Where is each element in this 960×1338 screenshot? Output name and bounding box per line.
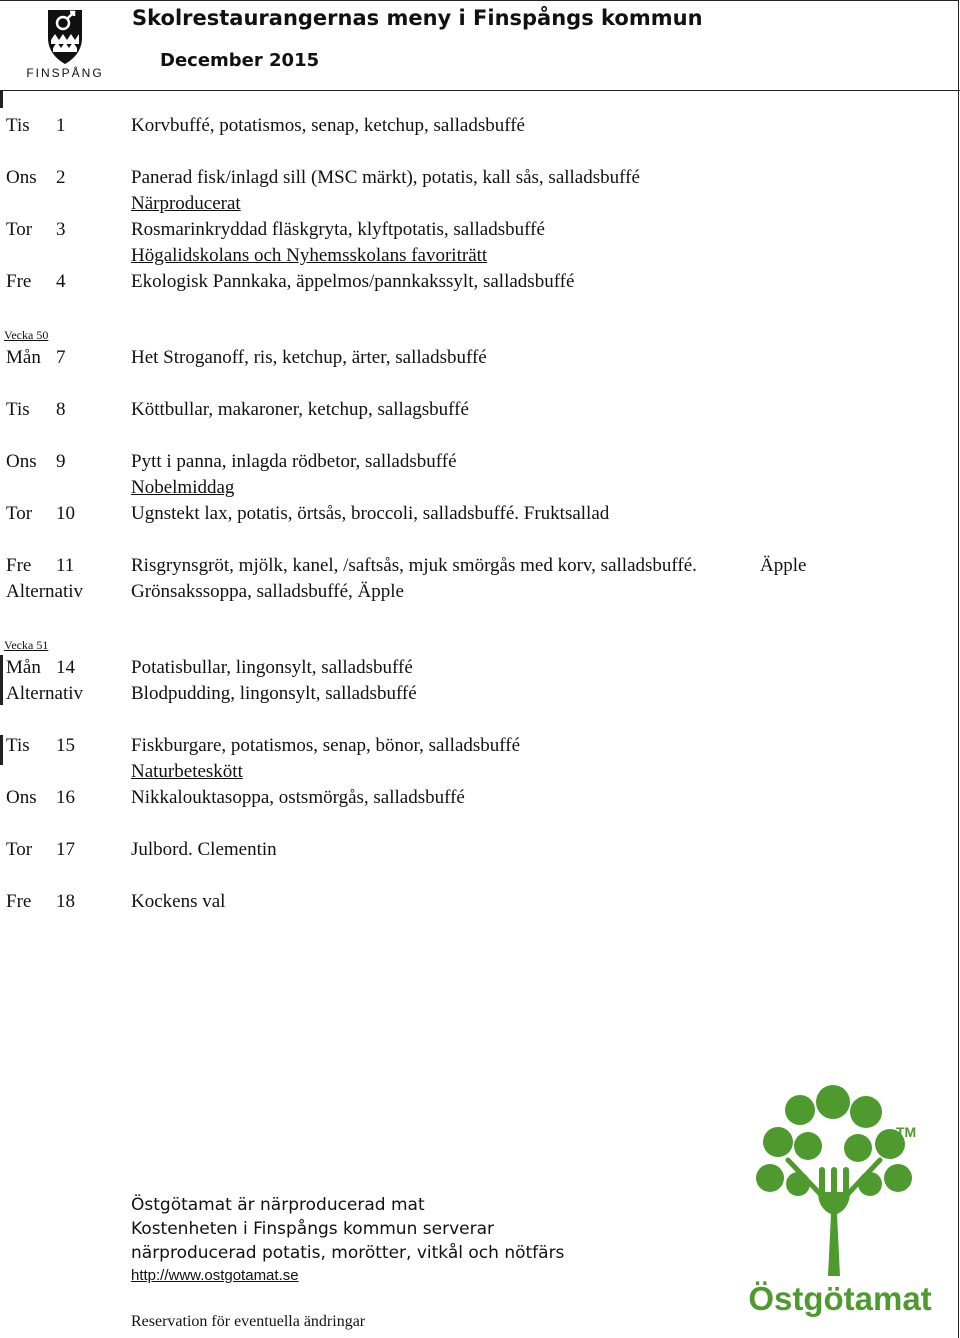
day-name: Tis [6, 735, 30, 756]
page-title: Skolrestaurangernas meny i Finspångs kommun [132, 6, 703, 30]
day-number: 9 [56, 451, 66, 472]
tree-fork-icon [740, 1080, 940, 1280]
meal-text: Julbord. Clementin [131, 839, 277, 860]
footer-line: närproducerad potatis, morötter, vitkål och nötfärs [131, 1243, 565, 1263]
coat-of-arms-icon [18, 8, 112, 66]
day-number: 18 [56, 891, 75, 912]
meal-text: Blodpudding, lingonsylt, salladsbuffé [131, 683, 417, 704]
page-subtitle: December 2015 [160, 50, 320, 71]
left-border [0, 90, 3, 108]
header-divider [0, 90, 960, 91]
day-number: 7 [56, 347, 66, 368]
day-name: Mån [6, 347, 41, 368]
week-label: Vecka 50 [4, 328, 49, 342]
finspang-logo [18, 8, 112, 82]
meal-text: Panerad fisk/inlagd sill (MSC märkt), potatis, kall sås, salladsbuffé [131, 167, 640, 188]
day-number: 16 [56, 787, 75, 808]
meal-note: Naturbeteskött [131, 761, 243, 782]
day-name: Ons [6, 167, 37, 188]
meal-text: Het Stroganoff, ris, ketchup, ärter, salladsbuffé [131, 347, 487, 368]
meal-extra: Äpple [760, 555, 807, 576]
day-name: Ons [6, 787, 37, 808]
day-name: Fre [6, 555, 32, 576]
meal-text: Grönsakssoppa, salladsbuffé, Äpple [131, 581, 404, 602]
meal-text: Rosmarinkryddad fläskgryta, klyftpotatis, salladsbuffé [131, 219, 545, 240]
day-number: 3 [56, 219, 66, 240]
day-name: Ons [6, 451, 37, 472]
day-name: Alternativ [6, 581, 84, 602]
meal-text: Ekologisk Pannkaka, äppelmos/pannkakssylt, salladsbuffé [131, 271, 575, 292]
day-number: 14 [56, 657, 75, 678]
day-name: Alternativ [6, 683, 84, 704]
meal-text: Potatisbullar, lingonsylt, salladsbuffé [131, 657, 413, 678]
day-name: Tor [6, 839, 33, 860]
day-name: Tis [6, 399, 30, 420]
left-border [0, 655, 3, 705]
day-name: Tor [6, 503, 33, 524]
meal-note: Högalidskolans och Nyhemsskolans favoriträtt [131, 245, 488, 266]
day-number: 1 [56, 115, 66, 136]
right-border [958, 0, 959, 1338]
day-number: 2 [56, 167, 66, 188]
left-border [0, 735, 3, 765]
meal-text: Nikkalouktasoppa, ostsmörgås, salladsbuffé [131, 787, 465, 808]
reservation-note: Reservation för eventuella ändringar [131, 1313, 366, 1330]
week-label: Vecka 51 [4, 638, 49, 652]
day-name: Tis [6, 115, 30, 136]
meal-text: Kockens val [131, 891, 226, 912]
meal-text: Ugnstekt lax, potatis, örtsås, broccoli, salladsbuffé. Fruktsallad [131, 503, 610, 524]
day-number: 8 [56, 399, 66, 420]
meal-text: Köttbullar, makaroner, ketchup, sallagsbuffé [131, 399, 469, 420]
day-name: Mån [6, 657, 41, 678]
meal-text: Fiskburgare, potatismos, senap, bönor, salladsbuffé [131, 735, 521, 756]
meal-note: Nobelmiddag [131, 477, 235, 498]
day-number: 17 [56, 839, 75, 860]
day-name: Fre [6, 891, 32, 912]
day-number: 11 [56, 555, 75, 576]
ostgotamat-logo [740, 1080, 940, 1320]
trademark-mark: TM [896, 1124, 917, 1140]
meal-text: Pytt i panna, inlagda rödbetor, salladsbuffé [131, 451, 457, 472]
day-name: Tor [6, 219, 33, 240]
day-name: Fre [6, 271, 32, 292]
meal-text: Risgrynsgröt, mjölk, kanel, /saftsås, mjuk smörgås med korv, salladsbuffé. [131, 555, 697, 576]
day-number: 4 [56, 271, 66, 292]
logo-text: FINSPÅNG [26, 66, 104, 80]
footer-line: Kostenheten i Finspångs kommun serverar [131, 1219, 494, 1239]
ostgotamat-link[interactable]: http://www.ostgotamat.se [131, 1267, 299, 1284]
day-number: 10 [56, 503, 75, 524]
meal-note: Närproducerat [131, 193, 241, 214]
brand-name: Östgötamat [748, 1280, 932, 1317]
footer-line: Östgötamat är närproducerad mat [131, 1195, 425, 1215]
meal-text: Korvbuffé, potatismos, senap, ketchup, salladsbuffé [131, 115, 525, 136]
day-number: 15 [56, 735, 75, 756]
